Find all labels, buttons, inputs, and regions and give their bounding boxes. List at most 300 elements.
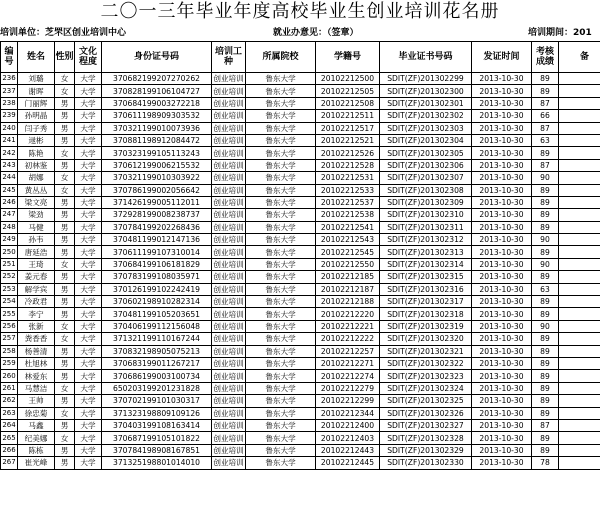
cell-remarks [559,110,600,122]
cell-id-number: 370612199006215532 [102,159,212,171]
cell-number: 266 [1,444,18,456]
cell-student-id: 20102212500 [316,73,380,85]
cell-student-id: 20102212543 [316,234,380,246]
cell-issue-date: 2013-10-30 [472,184,532,196]
header-cell: 身份证号码 [102,42,212,73]
cell-training-type: 创业培训 [213,247,244,257]
cell-number: 259 [1,357,18,369]
cell-certificate-number: SDIT(ZF)201302302 [380,110,472,122]
table-row [1,271,600,283]
cell-student-id: 20102212533 [316,184,380,196]
cell-school: 鲁东大学 [246,110,316,122]
cell-score: 89 [532,395,559,407]
cell-education: 大学 [75,184,102,196]
cell-id-number: 370686199003100734 [102,370,212,382]
cell-school: 鲁东大学 [246,97,316,109]
cell-student-id: 20102212517 [316,122,380,134]
cell-number: 243 [1,159,18,171]
cell-score: 89 [532,221,559,233]
cell-education: 大学 [75,320,102,332]
cell-student-id: 20102212531 [316,172,380,184]
cell-issue-date: 2013-10-30 [472,419,532,431]
header-cell: 姓名 [18,42,55,73]
cell-training-type: 创业培训 [213,445,244,455]
cell-issue-date: 2013-10-30 [472,134,532,146]
cell-school: 鲁东大学 [246,357,316,369]
cell-school: 鲁东大学 [246,283,316,295]
cell-score: 89 [532,382,559,394]
cell-number: 260 [1,370,18,382]
cell-training-type: 创业培训 [213,284,244,294]
cell-name: 杨善清 [18,345,55,357]
cell-certificate-number: SDIT(ZF)201302308 [380,184,472,196]
cell-student-id: 20102212299 [316,395,380,407]
cell-training-type: 创业培训 [213,198,244,208]
cell-score: 89 [532,407,559,419]
cell-name: 冷政君 [18,296,55,308]
cell-remarks [559,432,600,444]
table-row [1,357,600,369]
cell-score: 89 [532,345,559,357]
cell-student-id: 20102212526 [316,147,380,159]
cell-certificate-number: SDIT(ZF)201302300 [380,85,472,97]
cell-score: 87 [532,122,559,134]
cell-number: 264 [1,419,18,431]
cell-school: 鲁东大学 [246,407,316,419]
cell-student-id: 20102212187 [316,283,380,295]
cell-score: 89 [532,333,559,345]
cell-number: 245 [1,184,18,196]
cell-remarks [559,283,600,295]
cell-school: 鲁东大学 [246,419,316,431]
cell-gender: 男 [55,296,75,308]
cell-id-number: 370481199012147136 [102,234,212,246]
cell-education: 大学 [75,271,102,283]
cell-name: 王帅 [18,395,55,407]
cell-id-number: 371323198809109126 [102,407,212,419]
cell-remarks [559,370,600,382]
cell-issue-date: 2013-10-30 [472,308,532,320]
cell-score: 89 [532,196,559,208]
cell-training-type: 创业培训 [213,309,244,319]
cell-education: 大学 [75,333,102,345]
cell-name: 逯彬 [18,134,55,146]
cell-id-number: 370684199003272218 [102,97,212,109]
cell-education: 大学 [75,457,102,469]
cell-name: 李宁 [18,308,55,320]
cell-gender: 男 [55,122,75,134]
cell-score: 89 [532,370,559,382]
cell-school: 鲁东大学 [246,159,316,171]
header-cell: 发证时间 [472,42,532,73]
cell-number: 262 [1,395,18,407]
cell-training-type: 创业培训 [213,98,244,108]
cell-training-type: 创业培训 [213,272,244,282]
cell-gender: 男 [55,395,75,407]
training-period-label: 培训期间：201 [528,28,592,38]
cell-score: 89 [532,444,559,456]
cell-remarks [559,122,600,134]
cell-gender: 女 [55,258,75,270]
cell-education: 大学 [75,283,102,295]
cell-issue-date: 2013-10-30 [472,97,532,109]
table-row [1,134,600,146]
table-row [1,246,600,258]
cell-gender: 男 [55,246,75,258]
cell-score: 87 [532,159,559,171]
cell-number: 253 [1,283,18,295]
cell-score: 89 [532,184,559,196]
cell-name: 徐忠菊 [18,407,55,419]
cell-student-id: 20102212443 [316,444,380,456]
cell-issue-date: 2013-10-30 [472,159,532,171]
cell-number: 239 [1,110,18,122]
cell-school: 鲁东大学 [246,258,316,270]
cell-gender: 女 [55,147,75,159]
cell-training-type: 创业培训 [213,421,244,431]
cell-training-type: 创业培训 [213,185,244,195]
cell-training-type: 创业培训 [213,235,244,245]
cell-remarks [559,345,600,357]
table-row [1,382,600,394]
cell-name: 张新 [18,320,55,332]
cell-issue-date: 2013-10-30 [472,370,532,382]
cell-issue-date: 2013-10-30 [472,296,532,308]
cell-name: 刘璐 [18,73,55,85]
cell-number: 241 [1,134,18,146]
cell-id-number: 370481199105203651 [102,308,212,320]
cell-certificate-number: SDIT(ZF)201302305 [380,147,472,159]
cell-certificate-number: SDIT(ZF)201302309 [380,196,472,208]
table-row [1,345,600,357]
cell-id-number: 370321199010303922 [102,172,212,184]
table-row [1,110,600,122]
cell-gender: 男 [55,357,75,369]
table-row [1,407,600,419]
cell-issue-date: 2013-10-30 [472,283,532,295]
cell-id-number: 370687199105101822 [102,432,212,444]
cell-remarks [559,357,600,369]
cell-certificate-number: SDIT(ZF)201302323 [380,370,472,382]
cell-gender: 男 [55,134,75,146]
cell-education: 大学 [75,147,102,159]
cell-score: 89 [532,85,559,97]
cell-issue-date: 2013-10-30 [472,395,532,407]
table-row [1,333,600,345]
cell-name: 闫子秀 [18,122,55,134]
cell-training-type: 创业培训 [213,383,244,393]
cell-school: 鲁东大学 [246,382,316,394]
table-row [1,320,600,332]
cell-education: 大学 [75,357,102,369]
cell-id-number: 370406199112156048 [102,320,212,332]
cell-gender: 男 [55,345,75,357]
cell-remarks [559,308,600,320]
cell-issue-date: 2013-10-30 [472,110,532,122]
cell-gender: 女 [55,184,75,196]
cell-name: 王琦 [18,258,55,270]
cell-certificate-number: SDIT(ZF)201302329 [380,444,472,456]
cell-issue-date: 2013-10-30 [472,444,532,456]
header-cell: 学籍号 [316,42,380,73]
cell-number: 265 [1,432,18,444]
cell-number: 236 [1,73,18,85]
header-cell: 文化程度 [75,42,102,73]
table-row [1,184,600,196]
cell-school: 鲁东大学 [246,444,316,456]
cell-education: 大学 [75,345,102,357]
cell-certificate-number: SDIT(ZF)201302303 [380,122,472,134]
cell-certificate-number: SDIT(ZF)201302313 [380,246,472,258]
cell-id-number: 370783199108035971 [102,271,212,283]
cell-id-number: 371325198801014010 [102,457,212,469]
cell-name: 陈栋 [18,444,55,456]
cell-number: 240 [1,122,18,134]
cell-issue-date: 2013-10-30 [472,172,532,184]
cell-id-number: 370702199101030317 [102,395,212,407]
cell-education: 大学 [75,296,102,308]
cell-number: 250 [1,246,18,258]
cell-number: 258 [1,345,18,357]
table-header-row [1,42,600,73]
cell-name: 姜元春 [18,271,55,283]
cell-training-type: 创业培训 [213,359,244,369]
cell-remarks [559,134,600,146]
cell-remarks [559,147,600,159]
cell-gender: 女 [55,85,75,97]
cell-certificate-number: SDIT(ZF)201302312 [380,234,472,246]
cell-number: 263 [1,407,18,419]
cell-education: 大学 [75,110,102,122]
cell-student-id: 20102212221 [316,320,380,332]
cell-gender: 女 [55,320,75,332]
cell-gender: 男 [55,209,75,221]
cell-number: 255 [1,308,18,320]
cell-id-number: 370321199010073936 [102,122,212,134]
cell-training-type: 创业培训 [213,86,244,96]
cell-remarks [559,320,600,332]
header-cell: 考核成绩 [532,42,559,73]
table-row [1,258,600,270]
table-row [1,234,600,246]
cell-number: 252 [1,271,18,283]
cell-issue-date: 2013-10-30 [472,457,532,469]
cell-student-id: 20102212545 [316,246,380,258]
cell-number: 254 [1,296,18,308]
cell-number: 242 [1,147,18,159]
cell-training-type: 创业培训 [213,297,244,307]
cell-remarks [559,209,600,221]
cell-score: 89 [532,271,559,283]
cell-gender: 女 [55,333,75,345]
cell-name: 纪美娜 [18,432,55,444]
cell-remarks [559,407,600,419]
table-row [1,147,600,159]
cell-remarks [559,444,600,456]
cell-remarks [559,184,600,196]
cell-student-id: 20102212274 [316,370,380,382]
cell-certificate-number: SDIT(ZF)201302318 [380,308,472,320]
cell-gender: 男 [55,308,75,320]
cell-training-type: 创业培训 [213,322,244,331]
cell-education: 大学 [75,370,102,382]
header-cell: 编号 [1,42,18,73]
cell-score: 90 [532,234,559,246]
sheet-title: 二〇一三年毕业年度高校毕业生创业培训花名册 [100,1,500,22]
cell-issue-date: 2013-10-30 [472,221,532,233]
cell-education: 大学 [75,209,102,221]
cell-issue-date: 2013-10-30 [472,147,532,159]
cell-gender: 男 [55,221,75,233]
cell-school: 鲁东大学 [246,221,316,233]
cell-id-number: 370682199207270262 [102,73,212,85]
cell-name: 唐延浩 [18,246,55,258]
cell-id-number: 372928199008238737 [102,209,212,221]
cell-education: 大学 [75,419,102,431]
cell-gender: 女 [55,432,75,444]
cell-education: 大学 [75,407,102,419]
cell-id-number: 370786199002056642 [102,184,212,196]
cell-remarks [559,234,600,246]
cell-number: 238 [1,97,18,109]
cell-id-number: 370602198910282314 [102,296,212,308]
cell-certificate-number: SDIT(ZF)201302325 [380,395,472,407]
cell-education: 大学 [75,134,102,146]
cell-certificate-number: SDIT(ZF)201302306 [380,159,472,171]
cell-id-number: 370832198905075213 [102,345,212,357]
cell-education: 大学 [75,395,102,407]
cell-education: 大学 [75,382,102,394]
cell-certificate-number: SDIT(ZF)201302299 [380,73,472,85]
cell-education: 大学 [75,308,102,320]
table-row [1,395,600,407]
cell-score: 90 [532,320,559,332]
cell-name: 林爱东 [18,370,55,382]
cell-name: 孙韦 [18,234,55,246]
cell-gender: 男 [55,159,75,171]
cell-score: 89 [532,296,559,308]
cell-name: 崔光峰 [18,457,55,469]
table-row [1,172,600,184]
cell-gender: 男 [55,283,75,295]
cell-student-id: 20102212538 [316,209,380,221]
cell-name: 胡娜 [18,172,55,184]
cell-number: 261 [1,382,18,394]
cell-name: 粪香香 [18,333,55,345]
cell-gender: 男 [55,196,75,208]
cell-certificate-number: SDIT(ZF)201302304 [380,134,472,146]
cell-remarks [559,246,600,258]
cell-student-id: 20102212505 [316,85,380,97]
cell-school: 鲁东大学 [246,122,316,134]
cell-score: 89 [532,432,559,444]
cell-training-type: 创业培训 [213,334,244,344]
cell-school: 鲁东大学 [246,73,316,85]
cell-id-number: 370683199011267217 [102,357,212,369]
cell-id-number: 370403199108163414 [102,419,212,431]
cell-certificate-number: SDIT(ZF)201302314 [380,258,472,270]
cell-number: 244 [1,172,18,184]
cell-student-id: 20102212220 [316,308,380,320]
cell-training-type: 创业培训 [213,458,244,468]
cell-name: 梁文亮 [18,196,55,208]
cell-gender: 男 [55,234,75,246]
cell-score: 63 [532,134,559,146]
cell-name: 门丽辉 [18,97,55,109]
table-row [1,209,600,221]
cell-name: 马鑫 [18,419,55,431]
cell-training-type: 创业培训 [213,123,244,133]
cell-number: 246 [1,196,18,208]
cell-remarks [559,172,600,184]
cell-school: 鲁东大学 [246,196,316,208]
cell-number: 251 [1,258,18,270]
cell-score: 89 [532,308,559,320]
cell-school: 鲁东大学 [246,320,316,332]
cell-issue-date: 2013-10-30 [472,246,532,258]
table-row [1,444,600,456]
cell-score: 89 [532,357,559,369]
cell-gender: 男 [55,110,75,122]
cell-number: 237 [1,85,18,97]
cell-school: 鲁东大学 [246,271,316,283]
cell-name: 陈艳 [18,147,55,159]
cell-education: 大学 [75,172,102,184]
cell-score: 89 [532,73,559,85]
cell-school: 鲁东大学 [246,184,316,196]
cell-school: 鲁东大学 [246,432,316,444]
cell-school: 鲁东大学 [246,85,316,97]
cell-certificate-number: SDIT(ZF)201302311 [380,221,472,233]
cell-id-number: 650203199201231828 [102,382,212,394]
cell-gender: 男 [55,97,75,109]
cell-number: 257 [1,333,18,345]
cell-student-id: 20102212521 [316,134,380,146]
cell-issue-date: 2013-10-30 [472,320,532,332]
cell-issue-date: 2013-10-30 [472,122,532,134]
cell-score: 63 [532,283,559,295]
cell-score: 87 [532,97,559,109]
table-row [1,457,600,469]
cell-school: 鲁东大学 [246,296,316,308]
cell-student-id: 20102212511 [316,110,380,122]
cell-remarks [559,419,600,431]
cell-school: 鲁东大学 [246,308,316,320]
cell-remarks [559,159,600,171]
cell-school: 鲁东大学 [246,370,316,382]
cell-gender: 男 [55,271,75,283]
cell-school: 鲁东大学 [246,234,316,246]
cell-remarks [559,333,600,345]
cell-education: 大学 [75,97,102,109]
cell-gender: 女 [55,73,75,85]
trainee-table [0,41,600,470]
cell-id-number: 370828199106104727 [102,85,212,97]
cell-student-id: 20102212445 [316,457,380,469]
table-row [1,97,600,109]
cell-certificate-number: SDIT(ZF)201302320 [380,333,472,345]
cell-gender: 男 [55,444,75,456]
cell-training-type: 创业培训 [213,260,244,270]
cell-id-number: 370323199105113243 [102,147,212,159]
cell-id-number: 370611199107310014 [102,246,212,258]
cell-certificate-number: SDIT(ZF)201302301 [380,97,472,109]
table-row [1,85,600,97]
table-row [1,419,600,431]
cell-certificate-number: SDIT(ZF)201302330 [380,457,472,469]
table-row [1,432,600,444]
cell-education: 大学 [75,258,102,270]
